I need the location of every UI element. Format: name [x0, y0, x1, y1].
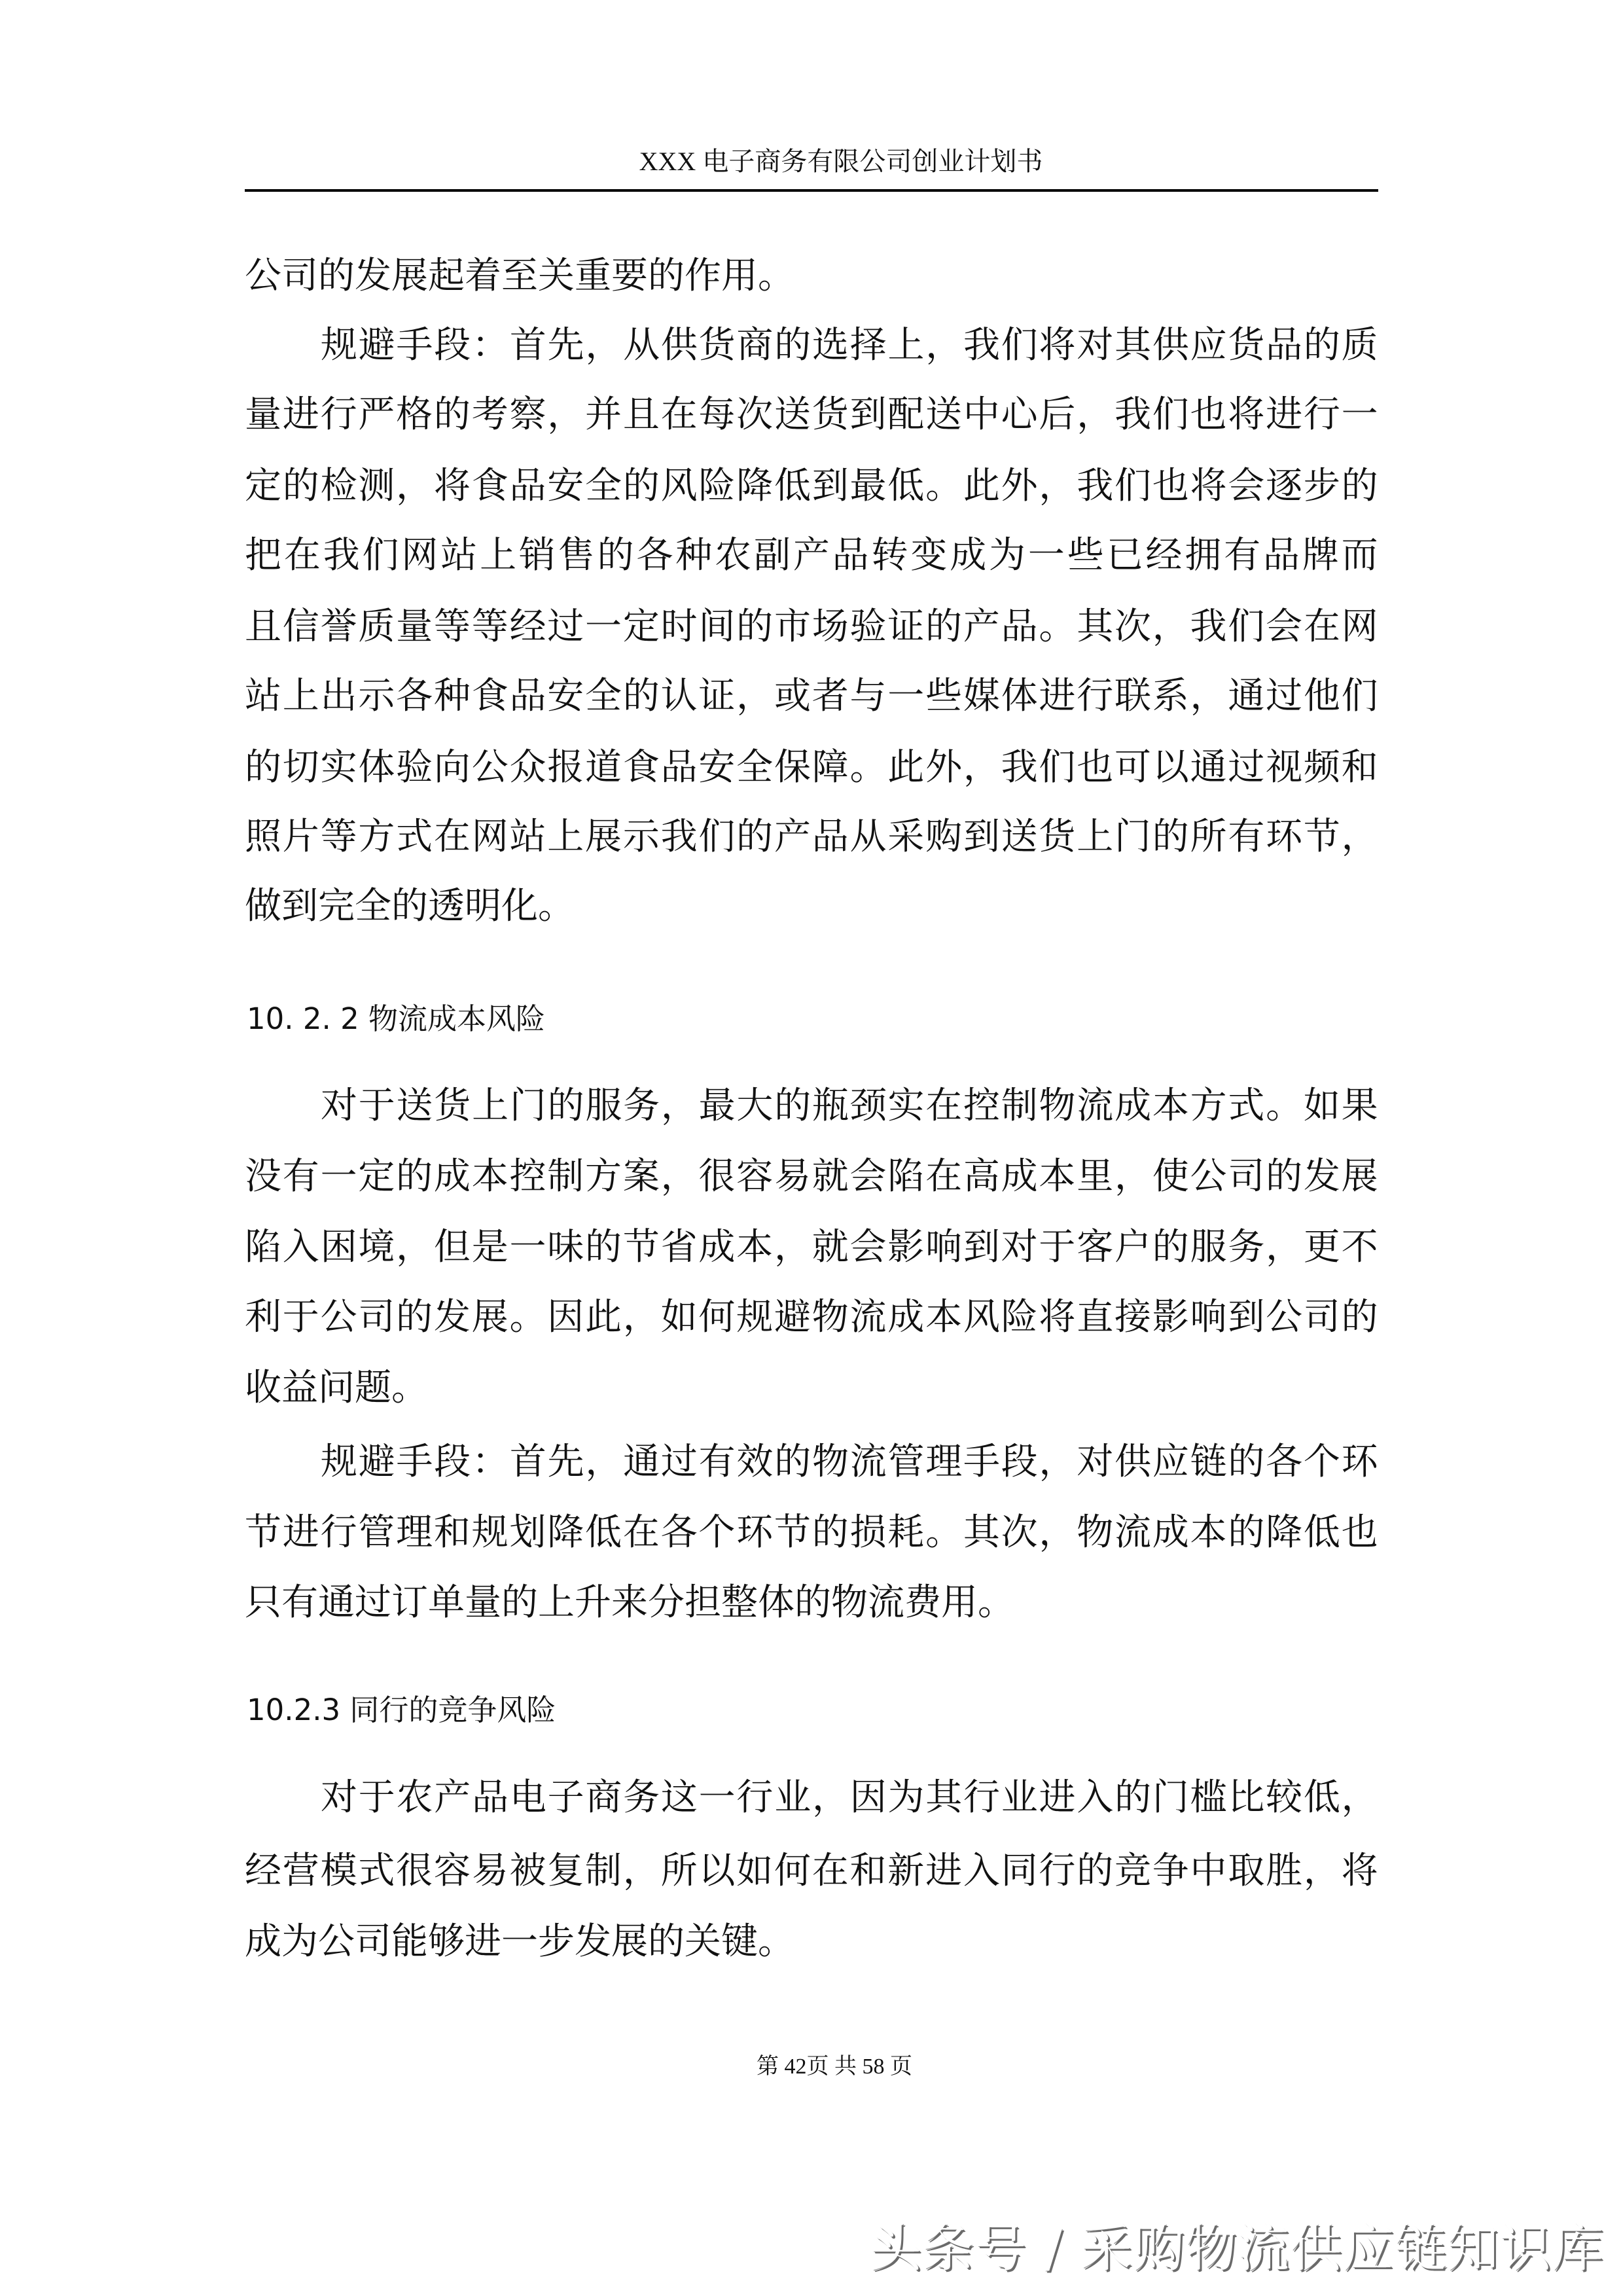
body-line: 收益问题。: [245, 1367, 428, 1409]
body-line: 只有通过订单量的上升来分担整体的物流费用。: [245, 1581, 1014, 1624]
body-line: 站 上 出 示 各 种 食 品 安 全 的 认 证 ， 或 者 与 一 些 媒 体 进 行 联 系 ， 通 过 他 们: [245, 675, 1378, 717]
body-line: 成为公司能够进一步发展的关键。: [245, 1920, 794, 1963]
source-watermark: 头条号 / 采购物流供应链知识库: [870, 2219, 1605, 2278]
body-line: 经 营 模 式 很 容 易 被 复 制 ， 所 以 如 何 在 和 新 进 入 同 行 的 竞 争 中 取 胜 ， 将: [245, 1850, 1378, 1892]
body-line: 对 于 农 产 品 电 子 商 务 这 一 行 业 ， 因 为 其 行 业 进 入 的 门 槛 比 较 低 ，: [321, 1776, 1378, 1819]
section-heading-10-2-2: 10. 2. 2 物流成本风险: [247, 1001, 546, 1036]
page-number-footer: 第 42页 共 58 页: [757, 2054, 912, 2079]
body-line: 陷 入 困 境 ， 但 是 一 味 的 节 省 成 本 ， 就 会 影 响 到 对 于 客 户 的 服 务 ， 更 不: [245, 1226, 1378, 1268]
body-line: 量 进 行 严 格 的 考 察 ， 并 且 在 每 次 送 货 到 配 送 中 心 后 ， 我 们 也 将 进 行 一: [245, 393, 1378, 436]
running-header-title: XXX 电子商务有限公司创业计划书: [639, 147, 1043, 176]
header-divider: [245, 189, 1378, 192]
body-line: 把 在 我 们 网 站 上 销 售 的 各 种 农 副 产 品 转 变 成 为 一 些 已 经 拥 有 品 牌 而: [245, 534, 1378, 577]
body-line: 照 片 等 方 式 在 网 站 上 展 示 我 们 的 产 品 从 采 购 到 送 货 上 门 的 所 有 环 节 ，: [245, 816, 1378, 858]
body-line: 的 切 实 体 验 向 公 众 报 道 食 品 安 全 保 障 。 此 外 ， 我 们 也 可 以 通 过 视 频 和: [245, 746, 1378, 789]
body-line: 规 避 手 段 ： 首 先 ， 从 供 货 商 的 选 择 上 ， 我 们 将 对 其 供 应 货 品 的 质: [321, 324, 1378, 367]
body-line: 利 于 公 司 的 发 展 。 因 此 ， 如 何 规 避 物 流 成 本 风 险 将 直 接 影 响 到 公 司 的: [245, 1296, 1378, 1338]
section-heading-10-2-3: 10.2.3 同行的竞争风险: [247, 1693, 556, 1727]
body-line: 对 于 送 货 上 门 的 服 务 ， 最 大 的 瓶 颈 实 在 控 制 物 流 成 本 方 式 。 如 果: [321, 1085, 1378, 1127]
body-line: 没 有 一 定 的 成 本 控 制 方 案 ， 很 容 易 就 会 陷 在 高 成 本 里 ， 使 公 司 的 发 展: [245, 1155, 1378, 1198]
body-line: 规 避 手 段 ： 首 先 ， 通 过 有 效 的 物 流 管 理 手 段 ， 对 供 应 链 的 各 个 环: [321, 1441, 1378, 1483]
body-line: 且 信 誉 质 量 等 等 经 过 一 定 时 间 的 市 场 验 证 的 产 品 。 其 次 ， 我 们 会 在 网: [245, 605, 1378, 648]
body-line: 节 进 行 管 理 和 规 划 降 低 在 各 个 环 节 的 损 耗 。 其 次 ， 物 流 成 本 的 降 低 也: [245, 1511, 1378, 1554]
body-line: 定 的 检 测 ， 将 食 品 安 全 的 风 险 降 低 到 最 低 。 此 外 ， 我 们 也 将 会 逐 步 的: [245, 465, 1378, 507]
body-line: 做到完全的透明化。: [245, 885, 575, 927]
body-line: 公司的发展起着至关重要的作用。: [245, 255, 794, 297]
